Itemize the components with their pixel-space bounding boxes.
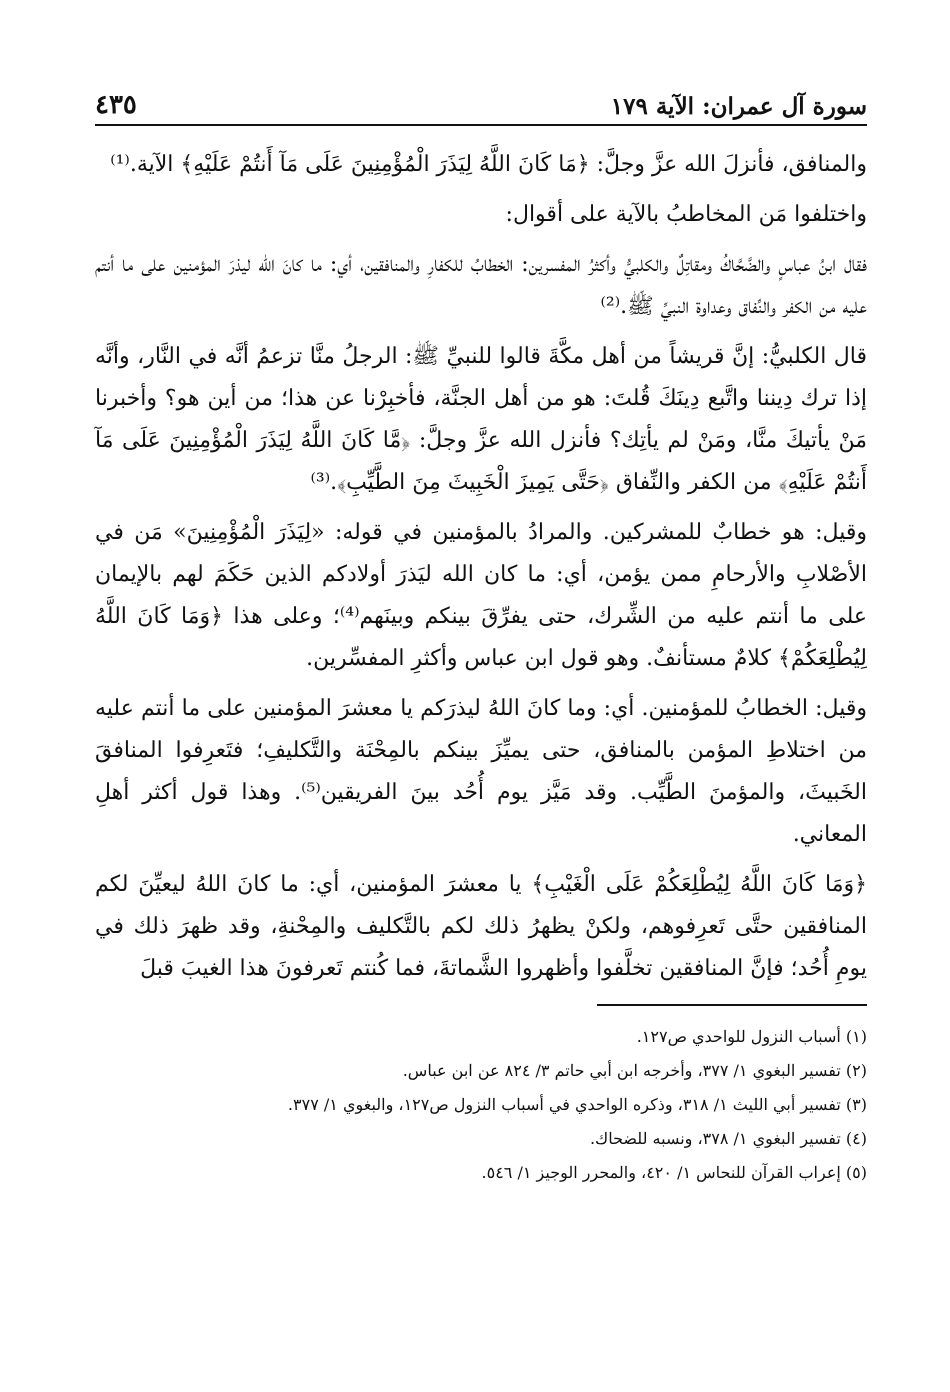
book-page: [95, 80, 867, 1190]
main-text: [95, 144, 867, 990]
footnote: (٢) تفسير البغوي ١/ ٣٧٧، وأخرجه ابن أبي حاتم ٣/ ٨٢٤ عن ابن عباس.: [402, 1061, 867, 1080]
paragraph: ﴿وَمَا كَانَ اللَّهُ لِيُطْلِعَكُمْ عَلَى الْغَيْبِ﴾ يا معشرَ المؤمنين، أي: ما كانَ اللهُ ليعيِّنَ لكم المنافقين حتَّى تَعرِفوهم، ولكنْ يظهرُ ذلك لكم بالتَّكليف والمِحْنةِ، وقد ظهرَ ذلك في يومِ أُحُد؛ فإنَّ المنافقين تخلَّفوا وأظهروا الشَّماتةَ، فما كُنتم تَعرفونَ هذا الغيبَ قبلَ: [95, 872, 867, 981]
paragraph: وقيل: هو خطابٌ للمشركين. والمرادُ بالمؤمنين في قوله: «لِيَذَرَ الْمُؤْمِنِينَ» مَن في الأصْلابِ والأرحامِ ممن يؤمن، أي: ما كان الله ليَذرَ أولادكم الذين حَكَمَ لهم بالإيمان على ما أنتم عليه من الشِّرك، حتى يفرِّقَ بينكم وبينَهم⁽⁴⁾؛ وعلى هذا ﴿وَمَا كَانَ اللَّهُ لِيُطْلِعَكُمْ﴾ كلامٌ مستأنفٌ. وهو قول ابن عباس وأكثرِ المفسِّرين.: [95, 520, 867, 671]
footnote-divider: [597, 1004, 867, 1006]
paragraph: واختلفوا مَن المخاطبُ بالآية على أقوال:: [505, 202, 867, 227]
footnote: (٣) تفسير أبي الليث ١/ ٣١٨، وذكره الواحدي في أسباب النزول ص١٢٧، والبغوي ١/ ٣٧٧.: [287, 1095, 867, 1114]
footnote: (١) أسباب النزول للواحدي ص١٢٧.: [636, 1027, 867, 1046]
surah-verse-title: سورة آل عمران: الآية ١٧٩: [610, 93, 867, 120]
paragraph: فقال ابنُ عباسٍ والضَّحَّاكُ ومقاتِلٌ والكلبيُّ وأكثرُ المفسرين: الخطابُ للكفارِ والمنافقين، أي: ما كانَ الله ليذرَ المؤمنين على ما أنتم عليه من الكفر والنِّفاق وعداوة النبيِّ ﷺ.⁽²⁾: [95, 252, 867, 319]
footnote: (٥) إعراب القرآن للنحاس ١/ ٤٢٠، والمحرر الوجيز ١/ ٥٤٦.: [481, 1163, 867, 1182]
page-number: ٤٣٥: [95, 90, 137, 120]
paragraph: وقيل: الخطابُ للمؤمنين. أي: وما كانَ اللهُ ليذرَكم يا معشرَ المؤمنين على ما أنتم عليه من اختلاطِ المؤمن بالمنافق، حتى يميِّزَ بينكم بالمِحْنَة والتَّكليفِ؛ فتَعرِفوا المنافقَ الخَبيثَ، والمؤمنَ الطَّيِّب. وقد مَيَّز يوم أُحُد بينَ الفريقين⁽⁵⁾. وهذا قول أكثر أهلِ المعاني.: [95, 696, 867, 847]
paragraph: قال الكلبيُّ: إنَّ قريشاً من أهل مكَّةَ قالوا للنبيِّ ﷺ: الرجلُ منَّا تزعمُ أنَّه في النَّار، وأنَّه إذا ترك دِيننا واتَّبع دِينَكَ قُلتَ: هو من أهل الجنَّة، فأخبِرْنا عن هذا؛ من أين هو؟ وأخبرنا مَنْ يأتيكَ منَّا، ومَنْ لم يأتِك؟ فأنزل الله عزَّ وجلَّ: ﴿مَّا كَانَ اللَّهُ لِيَذَرَ الْمُؤْمِنِينَ عَلَى مَآ أَنتُمْ عَلَيْهِ﴾ من الكفر والنِّفاق ﴿حَتَّى يَمِيزَ الْخَبِيثَ مِنَ الطَّيِّبِ﴾.⁽³⁾: [95, 344, 867, 495]
footnote: (٤) تفسير البغوي ١/ ٣٧٨، ونسبه للضحاك.: [589, 1129, 867, 1148]
footnotes: [95, 1020, 867, 1190]
paragraph: والمنافق، فأنزلَ الله عزَّ وجلَّ: ﴿مَا كَانَ اللَّهُ لِيَذَرَ الْمُؤْمِنِينَ عَلَى مَآ أَنتُمْ عَلَيْهِ﴾ الآية.⁽¹⁾: [110, 152, 867, 177]
running-header: [95, 80, 867, 126]
